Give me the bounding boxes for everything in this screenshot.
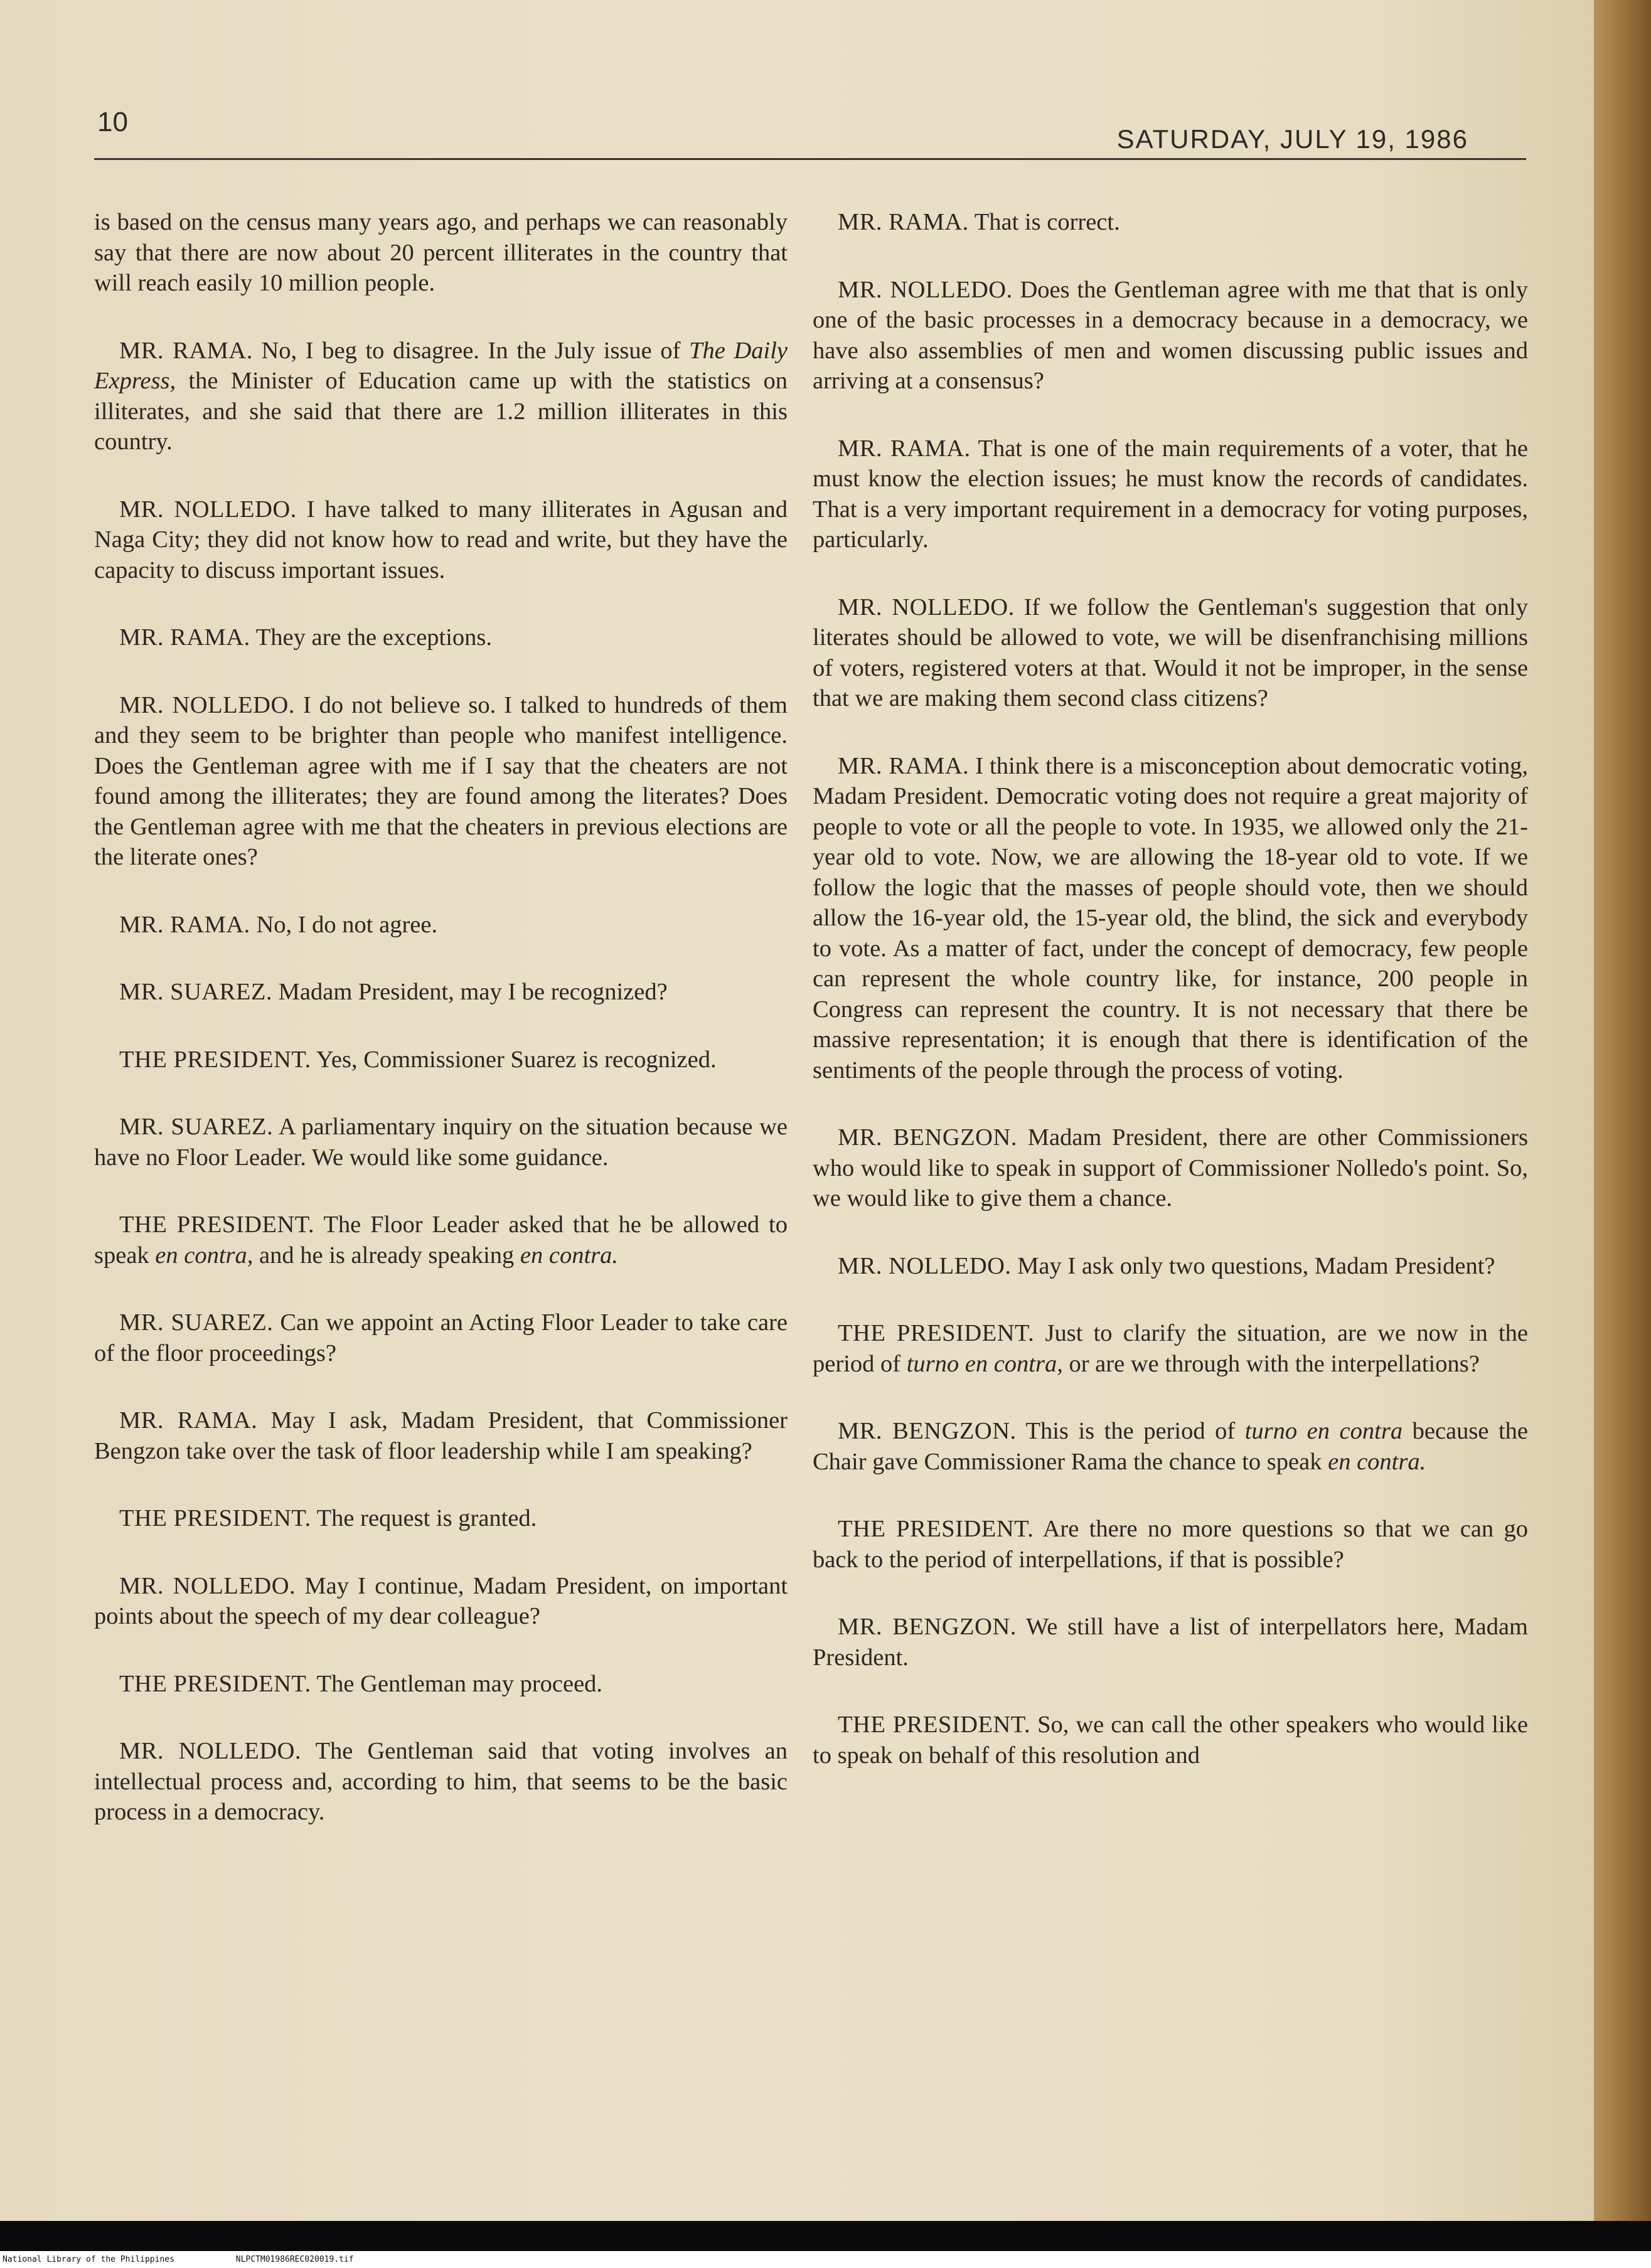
speech-text: So, we can call the other speakers who would like to speak on behalf of this resolution and <box>813 1712 1528 1769</box>
speech-text: Yes, Commissioner Suarez is recognized. <box>316 1046 717 1073</box>
speech-text: is based on the census many years ago, and perhaps we can reasonably say that there are now about 20 percent illiterates in the country that will reach easily 10 million people. <box>94 209 788 296</box>
speaker-name: MR. NOLLEDO. <box>838 594 1015 620</box>
speaker-name: MR. NOLLEDO. <box>119 496 297 523</box>
transcript-paragraph <box>94 910 788 940</box>
speech-text: Are there no more questions so that we can go back to the period of interpellations, if that is possible? <box>813 1516 1528 1573</box>
book-binding-edge <box>1594 0 1651 2221</box>
transcript-paragraph <box>813 1251 1528 1282</box>
transcript-paragraph <box>813 207 1528 238</box>
scan-footer <box>0 2251 1651 2268</box>
speech-text: A parliamentary inquiry on the situation because we have no Floor Leader. We would like some guidance. <box>94 1114 788 1171</box>
transcript-paragraph <box>94 1503 788 1534</box>
speech-text: May I continue, Madam President, on important points about the speech of my dear colleague? <box>94 1572 788 1629</box>
transcript-paragraph <box>94 207 788 299</box>
speech-text: The Floor Leader asked that he be allowed to speak <box>94 1211 788 1269</box>
speaker-name: THE PRESIDENT. <box>119 1211 315 1238</box>
speaker-name: MR. SUAREZ. <box>119 1309 274 1336</box>
speaker-name: MR. RAMA. <box>119 911 250 938</box>
speech-text: The request is granted. <box>316 1505 537 1531</box>
transcript-paragraph <box>813 1710 1528 1770</box>
transcript-paragraph <box>813 1514 1528 1575</box>
speech-text-continued: because the Chair gave Commissioner Rama the chance to speak <box>813 1418 1528 1475</box>
right-column <box>813 207 1528 2139</box>
speech-text: No, I do not agree. <box>256 911 438 938</box>
speech-text: Does the Gentleman agree with me that that is only one of the basic processes in a democracy because in a democracy, we have also assemblies of men and women discussing public issues and arriving at a consensus? <box>813 276 1528 394</box>
transcript-paragraph <box>813 592 1528 714</box>
transcript-paragraph <box>813 1416 1528 1477</box>
speaker-name: MR. BENGZON. <box>838 1418 1017 1444</box>
left-column <box>94 207 788 2139</box>
transcript-paragraph <box>94 1045 788 1075</box>
speaker-name: MR. SUAREZ. <box>119 1114 274 1140</box>
italic-text: en contra. <box>1328 1448 1426 1475</box>
speaker-name: THE PRESIDENT. <box>838 1320 1035 1346</box>
italic-text: The Daily Express, <box>94 337 788 394</box>
transcript-paragraph <box>94 1210 788 1270</box>
transcript-paragraph <box>94 1669 788 1700</box>
scan-filename: NLPCTM01986REC020019.tif <box>235 2255 354 2264</box>
transcript-paragraph <box>813 1122 1528 1214</box>
speech-text-continued: and he is already speaking <box>259 1242 515 1269</box>
transcript-paragraph <box>94 1405 788 1466</box>
speech-text: I have talked to many illiterates in Agusan and Naga City; they did not know how to read and write, but they have the capacity to discuss important issues. <box>94 496 788 583</box>
speech-text: May I ask only two questions, Madam President? <box>1017 1252 1495 1279</box>
italic-text: turno en contra <box>1244 1418 1403 1444</box>
speech-text: I think there is a misconception about democratic voting, Madam President. Democratic voting does not require a great majority of people to vote or all the people to vote. In 1935, we allowed only the 21-year old to vote. Now, we are allowing the 18-year old to vote. If we follow the logic that the masses of people should vote, then we should allow the 16-year old, the 15-year old, the blind, the sick and everybody to vote. As a matter of fact, under the concept of democracy, few people can represent the whole country like, for instance, 200 people in Congress can represent the country. It is not necessary that there be massive representation; it is enough that there is identification of the sentiments of the people through the process of voting. <box>813 752 1528 1083</box>
transcript-paragraph <box>813 275 1528 397</box>
speaker-name: MR. NOLLEDO. <box>838 276 1013 303</box>
speaker-name: MR. RAMA. <box>119 624 250 651</box>
speaker-name: MR. RAMA. <box>838 435 971 462</box>
italic-text: en contra. <box>520 1242 619 1269</box>
speaker-name: THE PRESIDENT. <box>119 1046 311 1073</box>
transcript-paragraph <box>813 751 1528 1086</box>
transcript-paragraph <box>94 336 788 457</box>
speaker-name: MR. NOLLEDO. <box>838 1252 1012 1279</box>
speaker-name: MR. NOLLEDO. <box>119 1738 302 1764</box>
speech-text: The Gentleman said that voting involves an intellectual process and, according to him, that seems to be the basic process in a democracy. <box>94 1738 788 1825</box>
transcript-paragraph <box>94 977 788 1008</box>
page-number: 10 <box>97 107 128 137</box>
speech-text: This is the period of <box>1025 1418 1236 1444</box>
speaker-name: MR. RAMA. <box>838 209 969 235</box>
speaker-name: MR. RAMA. <box>838 752 970 779</box>
italic-text: en contra, <box>155 1242 254 1269</box>
speaker-name: MR. NOLLEDO. <box>119 691 295 718</box>
speech-text: The Gentleman may proceed. <box>316 1670 603 1697</box>
transcript-paragraph <box>94 1112 788 1173</box>
speaker-name: MR. BENGZON. <box>838 1124 1017 1151</box>
transcript-paragraph <box>94 1736 788 1828</box>
speech-text-continued: or are we through with the interpellations? <box>1069 1350 1480 1377</box>
transcript-paragraph <box>94 690 788 873</box>
speech-text: I do not believe so. I talked to hundreds of them and they seem to be brighter than people who manifest intelligence. Does the Gentleman agree with me if I say that the cheaters are not found among the illiterates; they are found among the literates? Does the Gentleman agree with me that the cheaters in previous elections are the literate ones? <box>94 691 788 870</box>
speaker-name: MR. RAMA. <box>119 337 253 364</box>
speech-text: Just to clarify the situation, are we now in the period of <box>813 1320 1528 1377</box>
speaker-name: MR. SUAREZ. <box>119 979 273 1005</box>
speech-text: If we follow the Gentleman's suggestion that only literates should be allowed to vote, we will be disenfranchising millions of voters, registered voters at that. Would it not be improper, in the sense that we are making them second class citizens? <box>813 594 1528 711</box>
speaker-name: THE PRESIDENT. <box>838 1516 1034 1542</box>
speech-text: That is correct. <box>974 209 1120 235</box>
speech-text: We still have a list of interpellators here, Madam President. <box>813 1614 1528 1671</box>
speech-text: Can we appoint an Acting Floor Leader to take care of the floor proceedings? <box>94 1309 788 1366</box>
speech-text: Madam President, there are other Commissioners who would like to speak in support of Commissioner Nolledo's point. So, we would like to give them a chance. <box>813 1124 1528 1211</box>
speaker-name: MR. BENGZON. <box>838 1614 1017 1640</box>
speaker-name: THE PRESIDENT. <box>119 1670 311 1697</box>
speech-text: They are the exceptions. <box>255 624 493 651</box>
speech-text: That is one of the main requirements of a voter, that he must know the election issues; he must know the records of candidates. That is a very important requirement in a democracy for voting purposes, particularly. <box>813 435 1528 553</box>
speaker-name: MR. NOLLEDO. <box>119 1572 296 1599</box>
transcript-paragraph <box>813 1612 1528 1673</box>
speaker-name: MR. RAMA. <box>119 1407 258 1434</box>
transcript-paragraph <box>813 434 1528 555</box>
speech-text: Madam President, may I be recognized? <box>278 979 668 1005</box>
transcript-paragraph <box>94 1307 788 1368</box>
speaker-name: THE PRESIDENT. <box>838 1712 1031 1738</box>
speaker-name: THE PRESIDENT. <box>119 1505 311 1531</box>
transcript-paragraph <box>94 1571 788 1632</box>
scan-institution: National Library of the Philippines <box>3 2255 174 2264</box>
speech-text-continued: the Minister of Education came up with the statistics on illiterates, and she said that there are 1.2 million illiterates in this country. <box>94 368 788 455</box>
speech-text: May I ask, Madam President, that Commissioner Bengzon take over the task of floor leadership while I am speaking? <box>94 1407 788 1464</box>
header-rule <box>94 158 1526 160</box>
transcript-paragraph <box>94 622 788 653</box>
transcript-paragraph <box>94 494 788 586</box>
speech-text: No, I beg to disagree. In the July issue of <box>261 337 681 364</box>
page-date: SATURDAY, JULY 19, 1986 <box>1116 124 1468 154</box>
italic-text: turno en contra, <box>906 1350 1063 1377</box>
transcript-paragraph <box>813 1318 1528 1379</box>
